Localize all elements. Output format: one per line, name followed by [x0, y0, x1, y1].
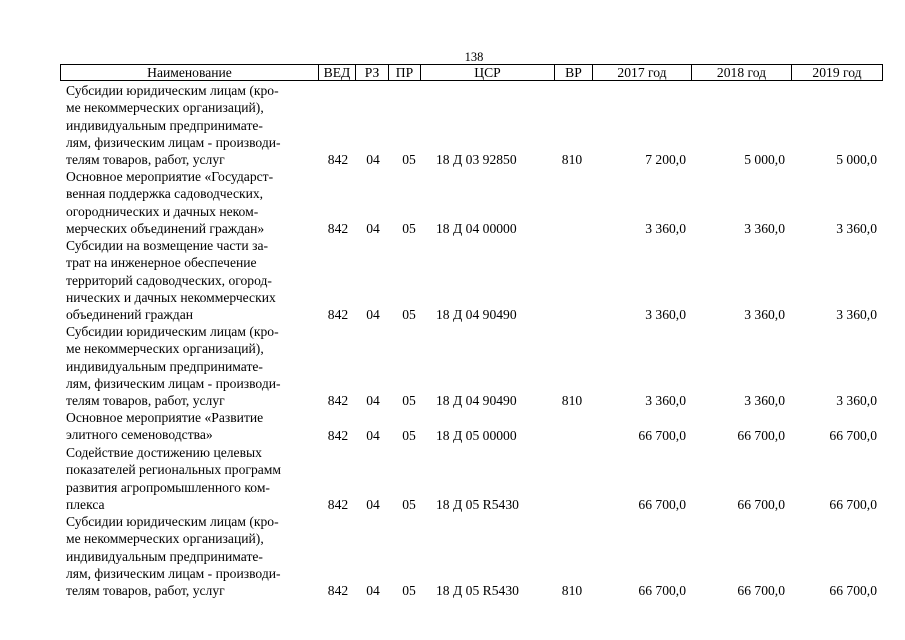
row-rz: 04	[366, 496, 380, 512]
row-rz: 04	[366, 392, 380, 408]
row-2019: 3 360,0	[836, 220, 877, 236]
header-vr: ВР	[554, 65, 592, 80]
row-name: Основное мероприятие «Развитие элитного семеноводства»	[66, 410, 264, 443]
row-name: Основное мероприятие «Государст- венная поддержка садоводческих, огороднических и дачных неком- мерческих объединений граждан»	[66, 169, 274, 236]
row-csr: 18 Д 03 92850	[436, 151, 517, 167]
table-row	[0, 237, 905, 323]
row-2018: 66 700,0	[737, 496, 785, 512]
row-2018: 3 360,0	[744, 306, 785, 322]
row-pr: 05	[402, 151, 416, 167]
row-2019: 66 700,0	[829, 582, 877, 598]
row-2018: 3 360,0	[744, 392, 785, 408]
row-2019: 3 360,0	[836, 392, 877, 408]
row-2017: 66 700,0	[638, 582, 686, 598]
table-row	[0, 409, 905, 444]
row-csr: 18 Д 04 00000	[436, 220, 517, 236]
row-2019: 66 700,0	[829, 427, 877, 443]
table-row	[0, 513, 905, 599]
row-pr: 05	[402, 306, 416, 322]
row-pr: 05	[402, 220, 416, 236]
row-vr: 810	[561, 582, 583, 598]
row-ved: 842	[327, 306, 349, 322]
row-2017: 66 700,0	[638, 427, 686, 443]
table-row	[0, 323, 905, 409]
row-2017: 3 360,0	[645, 392, 686, 408]
row-name: Субсидии на возмещение части за- трат на инженерное обеспечение территорий садоводческих, огород- нических и дачных некоммерческих объединений граждан	[66, 238, 276, 322]
row-2018: 3 360,0	[744, 220, 785, 236]
row-2019: 66 700,0	[829, 496, 877, 512]
row-2018: 66 700,0	[737, 427, 785, 443]
header-csr: ЦСР	[420, 65, 554, 80]
row-2018: 5 000,0	[744, 151, 785, 167]
row-csr: 18 Д 05 00000	[436, 427, 517, 443]
header-2017: 2017 год	[592, 65, 691, 80]
row-name: Субсидии юридическим лицам (кро- ме некоммерческих организаций), индивидуальным предпринимате- лям, физическим лицам - производи- телям товаров, работ, услуг	[66, 324, 281, 408]
row-rz: 04	[366, 151, 380, 167]
row-rz: 04	[366, 306, 380, 322]
row-vr: 810	[561, 392, 583, 408]
header-pr: ПР	[388, 65, 420, 80]
row-ved: 842	[327, 427, 349, 443]
table-row	[0, 168, 905, 237]
row-rz: 04	[366, 220, 380, 236]
row-2017: 7 200,0	[645, 151, 686, 167]
table-row	[0, 82, 905, 168]
header-2019: 2019 год	[791, 65, 882, 80]
row-csr: 18 Д 04 90490	[436, 392, 517, 408]
row-pr: 05	[402, 427, 416, 443]
header-name: Наименование	[147, 65, 232, 80]
row-ved: 842	[327, 151, 349, 167]
row-2019: 5 000,0	[836, 151, 877, 167]
row-csr: 18 Д 04 90490	[436, 306, 517, 322]
row-2017: 66 700,0	[638, 496, 686, 512]
row-csr: 18 Д 05 R5430	[436, 582, 519, 598]
row-name: Содействие достижению целевых показателей региональных программ развития агропромышленного ком- плекса	[66, 445, 281, 512]
row-ved: 842	[327, 392, 349, 408]
row-pr: 05	[402, 496, 416, 512]
row-ved: 842	[327, 496, 349, 512]
table-header	[60, 64, 883, 81]
row-pr: 05	[402, 582, 416, 598]
row-name: Субсидии юридическим лицам (кро- ме некоммерческих организаций), индивидуальным предпринимате- лям, физическим лицам - производи- телям товаров, работ, услуг	[66, 83, 281, 167]
row-ved: 842	[327, 582, 349, 598]
header-rz: РЗ	[355, 65, 388, 80]
header-ved: ВЕД	[318, 65, 355, 80]
page-number: 138	[464, 50, 484, 64]
row-csr: 18 Д 05 R5430	[436, 496, 519, 512]
row-rz: 04	[366, 582, 380, 598]
row-2019: 3 360,0	[836, 306, 877, 322]
row-2017: 3 360,0	[645, 306, 686, 322]
row-pr: 05	[402, 392, 416, 408]
row-rz: 04	[366, 427, 380, 443]
row-2018: 66 700,0	[737, 582, 785, 598]
row-2017: 3 360,0	[645, 220, 686, 236]
row-ved: 842	[327, 220, 349, 236]
table-row	[0, 444, 905, 513]
row-vr: 810	[561, 151, 583, 167]
row-name: Субсидии юридическим лицам (кро- ме некоммерческих организаций), индивидуальным предпринимате- лям, физическим лицам - производи- телям товаров, работ, услуг	[66, 514, 281, 598]
header-2018: 2018 год	[691, 65, 791, 80]
